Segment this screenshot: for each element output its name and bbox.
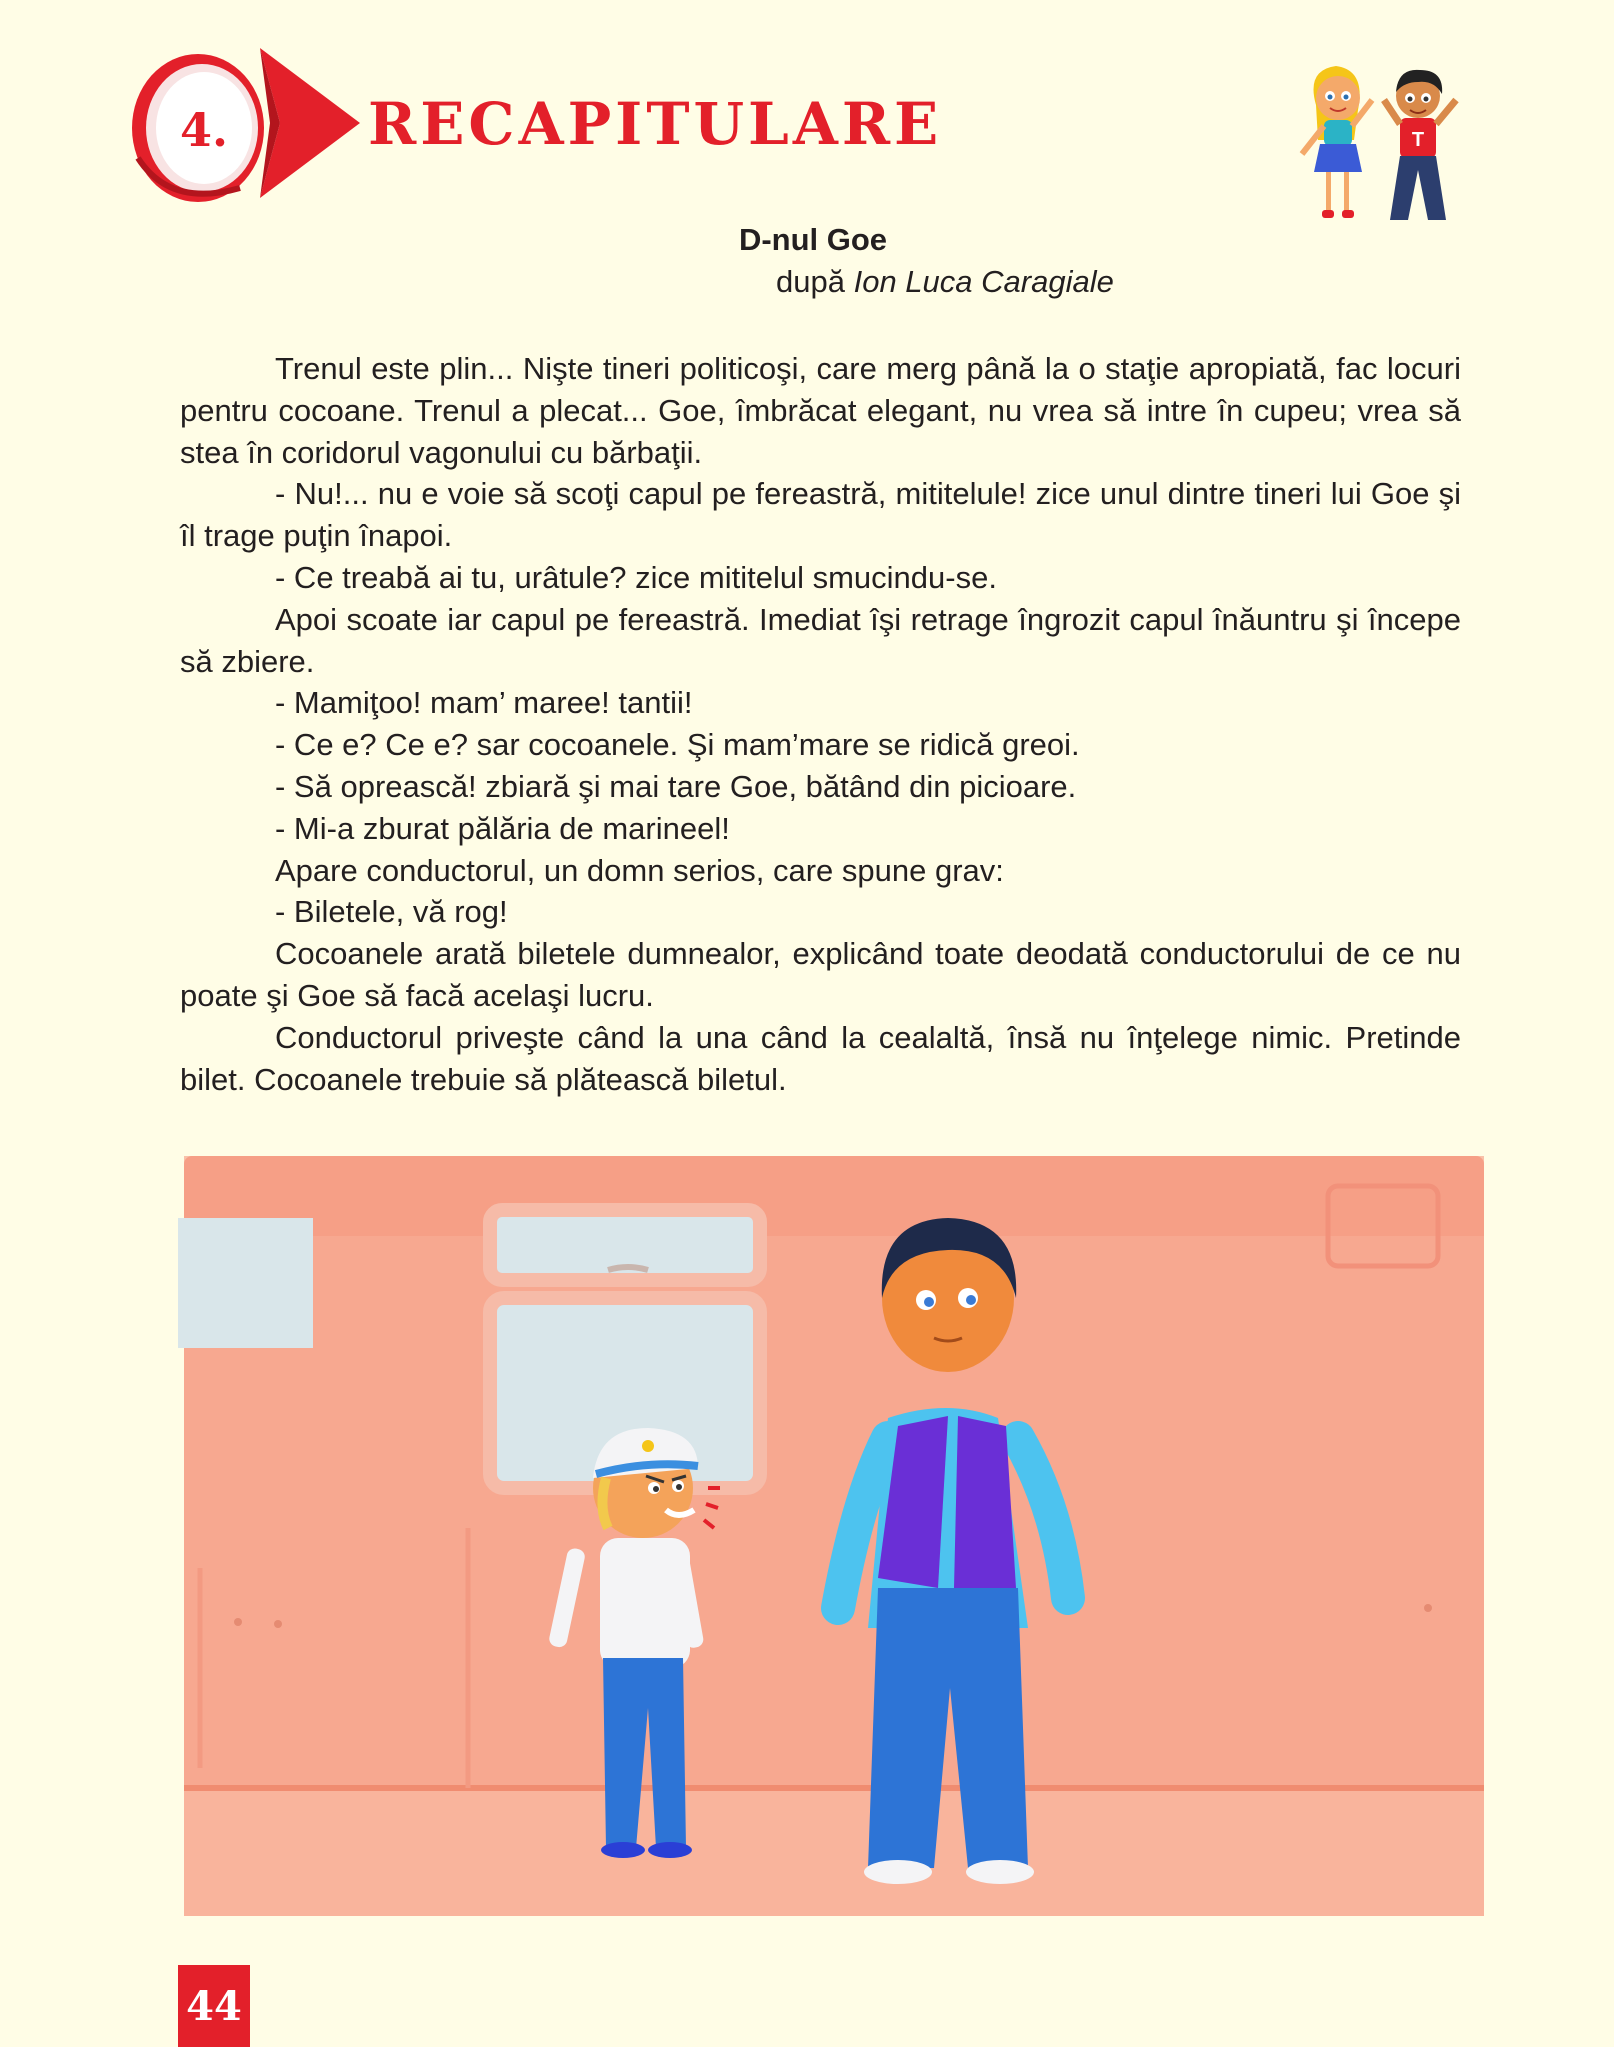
chapter-title: RECAPITULARE [368,90,943,158]
author-name: Ion Luca Caragiale [853,264,1114,299]
story-paragraph: - Mamiţoo! mam’ maree! tantii! [275,685,693,721]
story-paragraph: - Nu!... nu e voie să scoţi capul pe fereastră, mititelule! zice unul dintre tineri lui Goe şi îl trage puţin înapoi. [180,476,1461,554]
story-paragraph: - Biletele, vă rog! [275,894,508,930]
story-paragraph: Apoi scoate iar capul pe fereastră. Imediat îşi retrage îngrozit capul înăuntru şi începe să zbiere. [180,601,1461,679]
story-paragraph: - Mi-a zburat pălăria de marineel! [275,810,730,846]
story-paragraph: - Să oprească! zbiară şi mai tare Goe, bătând din picioare. [275,768,1077,804]
chapter-number: 4. [179,103,229,157]
story-paragraph: Conductorul priveşte când la una când la cealaltă, însă nu înţelege nimic. Pretinde bilet. Cocoanele trebuie să plătească biletul. [180,1019,1461,1097]
train-corridor-illustration [178,1148,1492,1928]
story-paragraph: Apare conductorul, un domn serios, care spune grav: [275,852,1004,888]
page-number: 44 [178,1965,250,2047]
story-author: după Ion Luca Caragiale [776,264,1114,299]
story-paragraph: - Ce e? Ce e? sar cocoanele. Şi mam’mare se ridică greoi. [275,727,1080,763]
story-title: D-nul Goe [738,222,888,257]
story-body [180,348,1461,1100]
story-paragraph: - Ce treabă ai tu, urâtule? zice mititelul smucindu-se. [275,559,997,595]
svg-text:T: T [1411,129,1425,151]
chapter-badge [130,48,360,210]
kids-mascot-illustration [1296,60,1484,230]
story-paragraph: Cocoanele arată biletele dumnealor, explicând toate deodată conductorului de ce nu poate şi Goe să facă acelaşi lucru. [180,936,1461,1013]
story-paragraph: Trenul este plin... Nişte tineri politicoşi, care merg până la o staţie apropiată, fac locuri pentru cocoane. Trenul a plecat... Goe, îmbrăcat elegant, nu vrea să intre în cupeu; vrea să stea în coridorul vagonului cu bărbaţii. [180,351,1461,470]
